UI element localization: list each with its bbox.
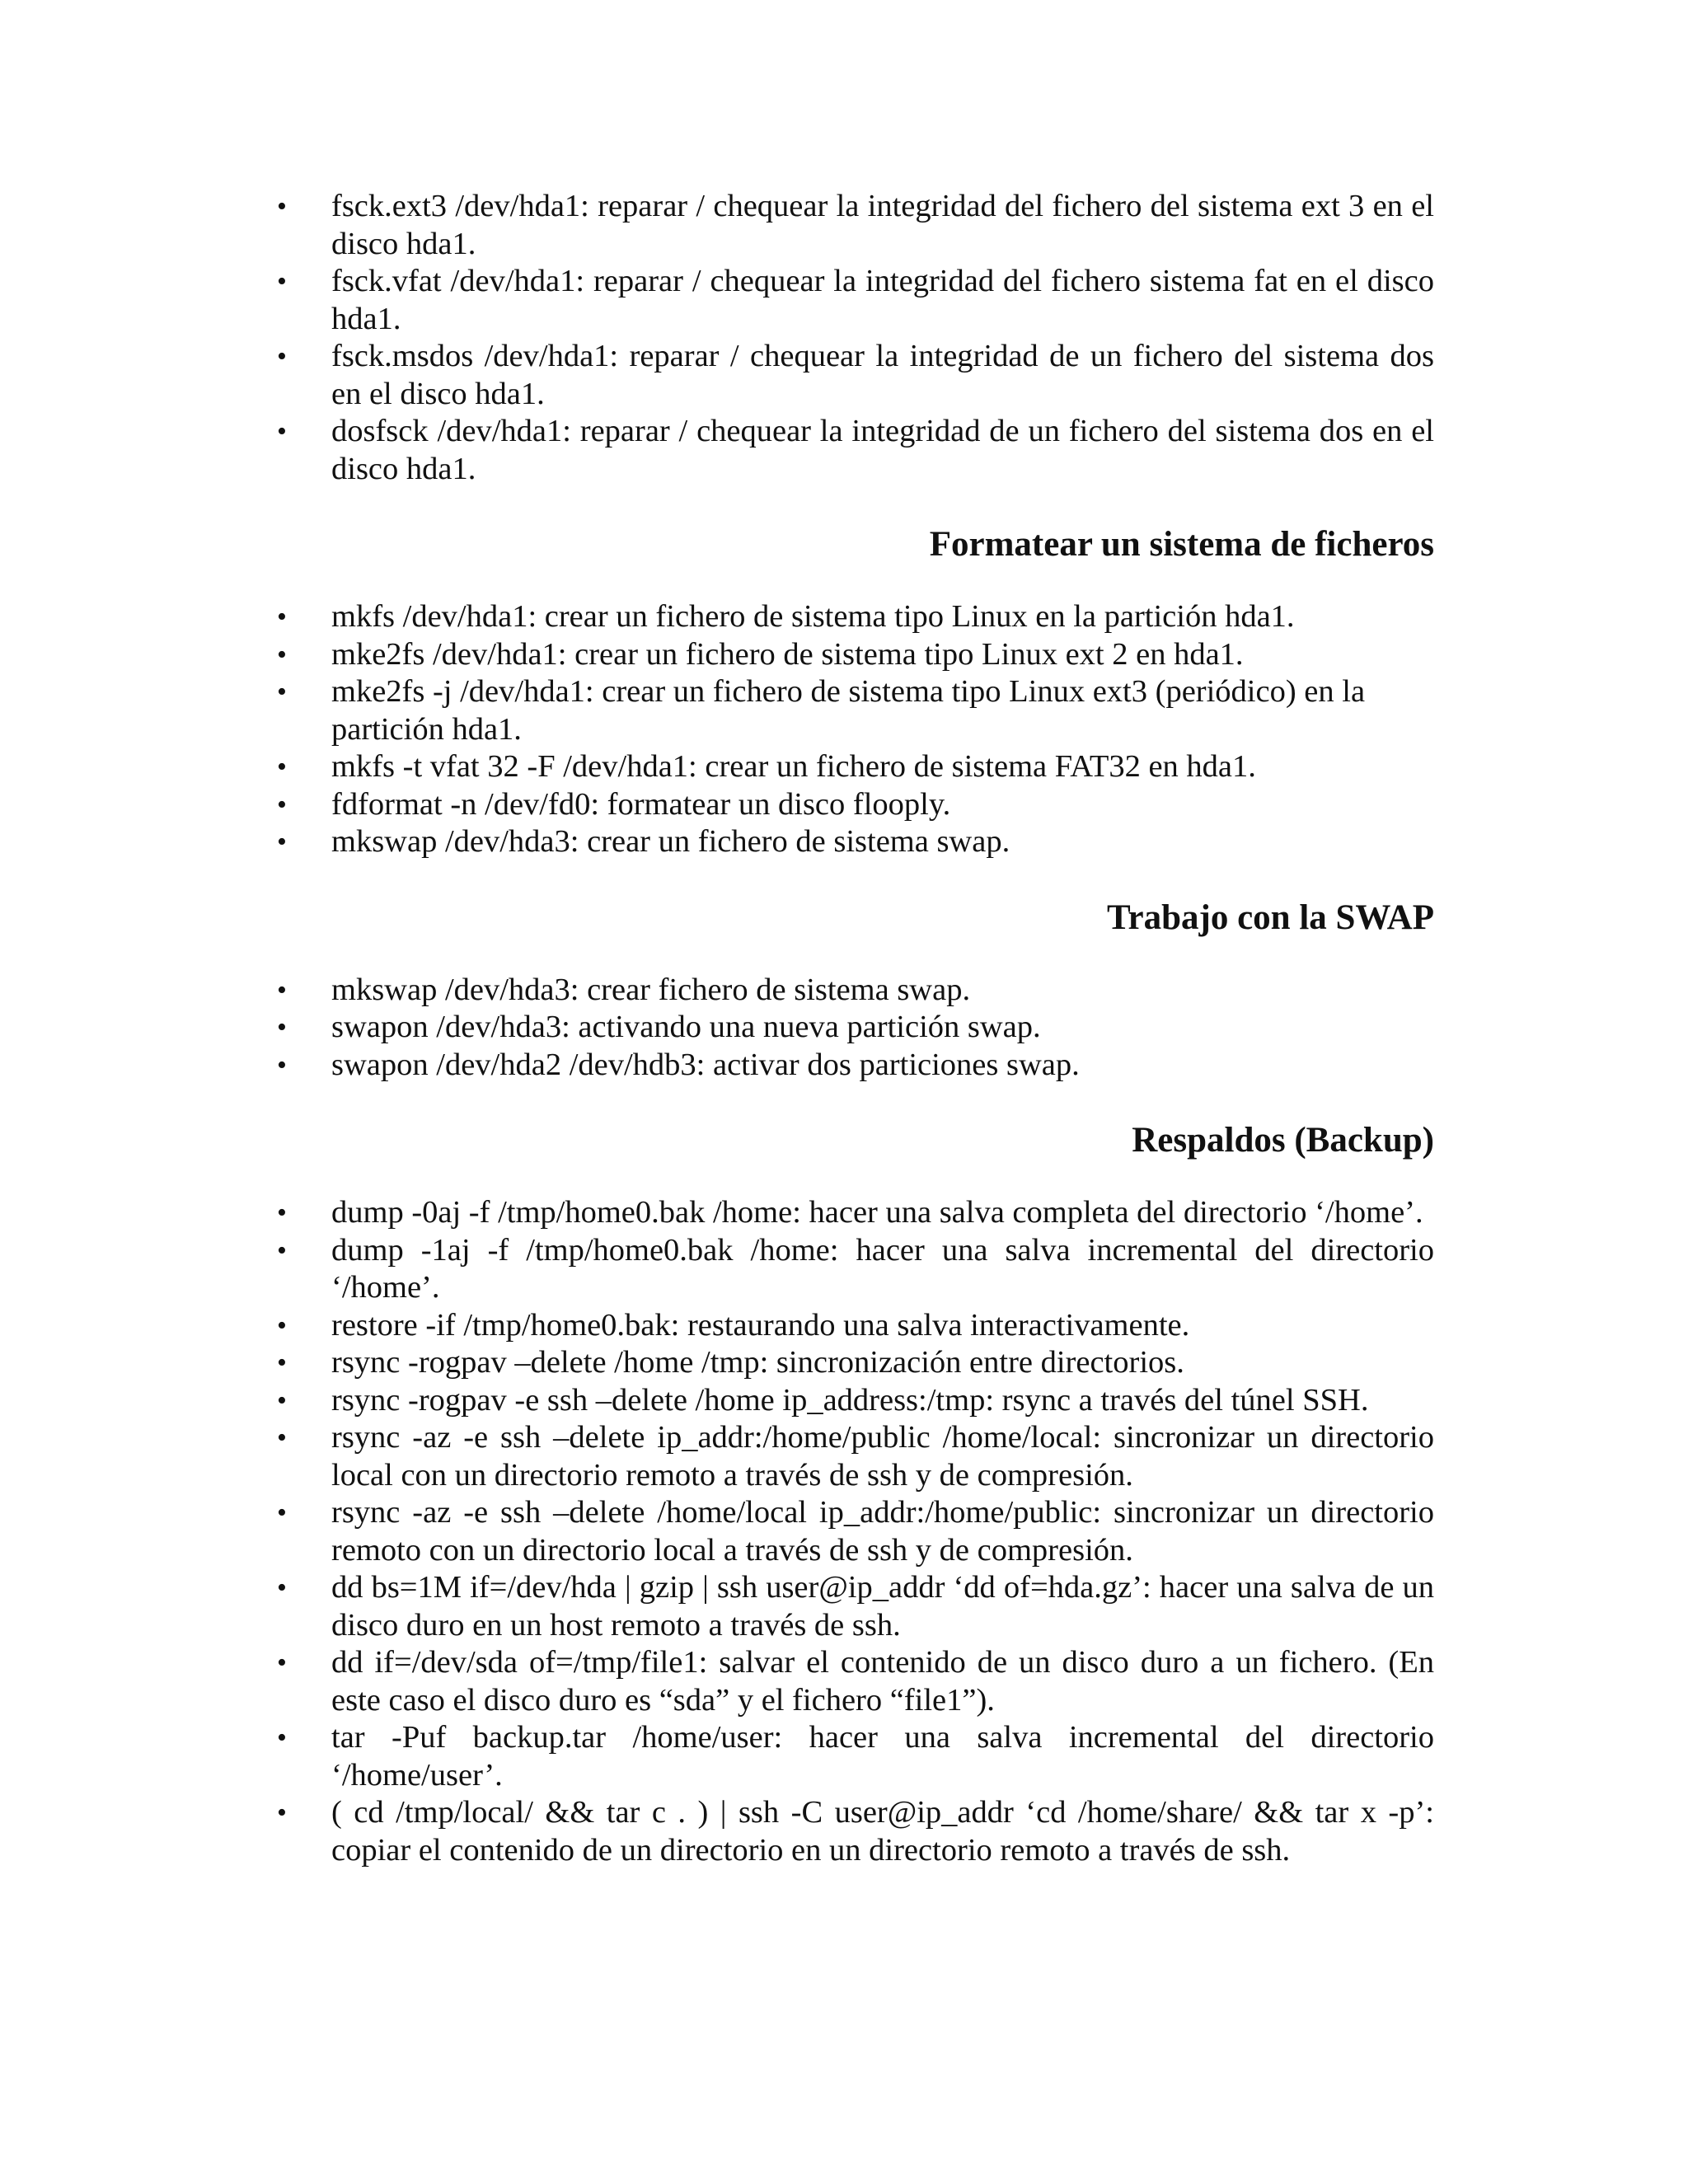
list-item: • swapon /dev/hda2 /dev/hdb3: activar dos particiones swap. xyxy=(277,1047,1434,1085)
list-item: • rsync -az -e ssh –delete /home/local ip_addr:/home/public: sincronizar un directorio remoto con un directorio local a través de ssh y de compresión. xyxy=(277,1494,1434,1569)
list-item: • dump -1aj -f /tmp/home0.bak /home: hacer una salva incremental del directorio ‘/home’. xyxy=(277,1232,1434,1307)
list-item: • rsync -rogpav -e ssh –delete /home ip_address:/tmp: rsync a través del túnel SSH. xyxy=(277,1382,1434,1420)
list-item: • fdformat -n /dev/fd0: formatear un disco flooply. xyxy=(277,786,1434,824)
fsck-list xyxy=(277,188,1434,488)
section-heading-backup: Respaldos (Backup) xyxy=(1132,1121,1434,1160)
section-heading-swap: Trabajo con la SWAP xyxy=(1107,898,1434,937)
list-item: • rsync -rogpav –delete /home /tmp: sincronización entre directorios. xyxy=(277,1344,1434,1382)
list-item: • dd bs=1M if=/dev/hda | gzip | ssh user@ip_addr ‘dd of=hda.gz’: hacer una salva de un disco duro en un host remoto a través de ssh. xyxy=(277,1569,1434,1644)
backup-list xyxy=(277,1194,1434,1869)
list-item: • mke2fs -j /dev/hda1: crear un fichero de sistema tipo Linux ext3 (periódico) en la partición hda1. xyxy=(277,673,1434,748)
list-item: • mkfs /dev/hda1: crear un fichero de sistema tipo Linux en la partición hda1. xyxy=(277,598,1434,636)
list-item: • dump -0aj -f /tmp/home0.bak /home: hacer una salva completa del directorio ‘/home’. xyxy=(277,1194,1434,1232)
format-list xyxy=(277,598,1434,861)
list-item: • rsync -az -e ssh –delete ip_addr:/home/public /home/local: sincronizar un directorio local con un directorio remoto a través de ssh y de compresión. xyxy=(277,1419,1434,1494)
list-item: • mkswap /dev/hda3: crear fichero de sistema swap. xyxy=(277,972,1434,1010)
list-item: • mkswap /dev/hda3: crear un fichero de sistema swap. xyxy=(277,823,1434,861)
list-item: • fsck.ext3 /dev/hda1: reparar / chequear la integridad del fichero del sistema ext 3 en el disco hda1. xyxy=(277,188,1434,263)
list-item: • dd if=/dev/sda of=/tmp/file1: salvar el contenido de un disco duro a un fichero. (En este caso el disco duro es “sda” y el fichero “file1”). xyxy=(277,1644,1434,1719)
section-heading-format: Formatear un sistema de ficheros xyxy=(929,525,1434,564)
list-item: • tar -Puf backup.tar /home/user: hacer una salva incremental del directorio ‘/home/user’. xyxy=(277,1719,1434,1794)
list-item: • ( cd /tmp/local/ && tar c . ) | ssh -C user@ip_addr ‘cd /home/share/ && tar x -p’: copiar el contenido de un directorio en un directorio remoto a través de ssh. xyxy=(277,1794,1434,1869)
document-page xyxy=(277,188,1434,1869)
list-item: • swapon /dev/hda3: activando una nueva partición swap. xyxy=(277,1009,1434,1047)
list-item: • mkfs -t vfat 32 -F /dev/hda1: crear un fichero de sistema FAT32 en hda1. xyxy=(277,748,1434,786)
list-item: • fsck.msdos /dev/hda1: reparar / chequear la integridad de un fichero del sistema dos en el disco hda1. xyxy=(277,338,1434,413)
list-item: • mke2fs /dev/hda1: crear un fichero de sistema tipo Linux ext 2 en hda1. xyxy=(277,636,1434,674)
swap-list xyxy=(277,972,1434,1085)
list-item: • dosfsck /dev/hda1: reparar / chequear la integridad de un fichero del sistema dos en el disco hda1. xyxy=(277,413,1434,488)
list-item: • fsck.vfat /dev/hda1: reparar / chequear la integridad del fichero sistema fat en el disco hda1. xyxy=(277,263,1434,338)
list-item: • restore -if /tmp/home0.bak: restaurando una salva interactivamente. xyxy=(277,1307,1434,1345)
